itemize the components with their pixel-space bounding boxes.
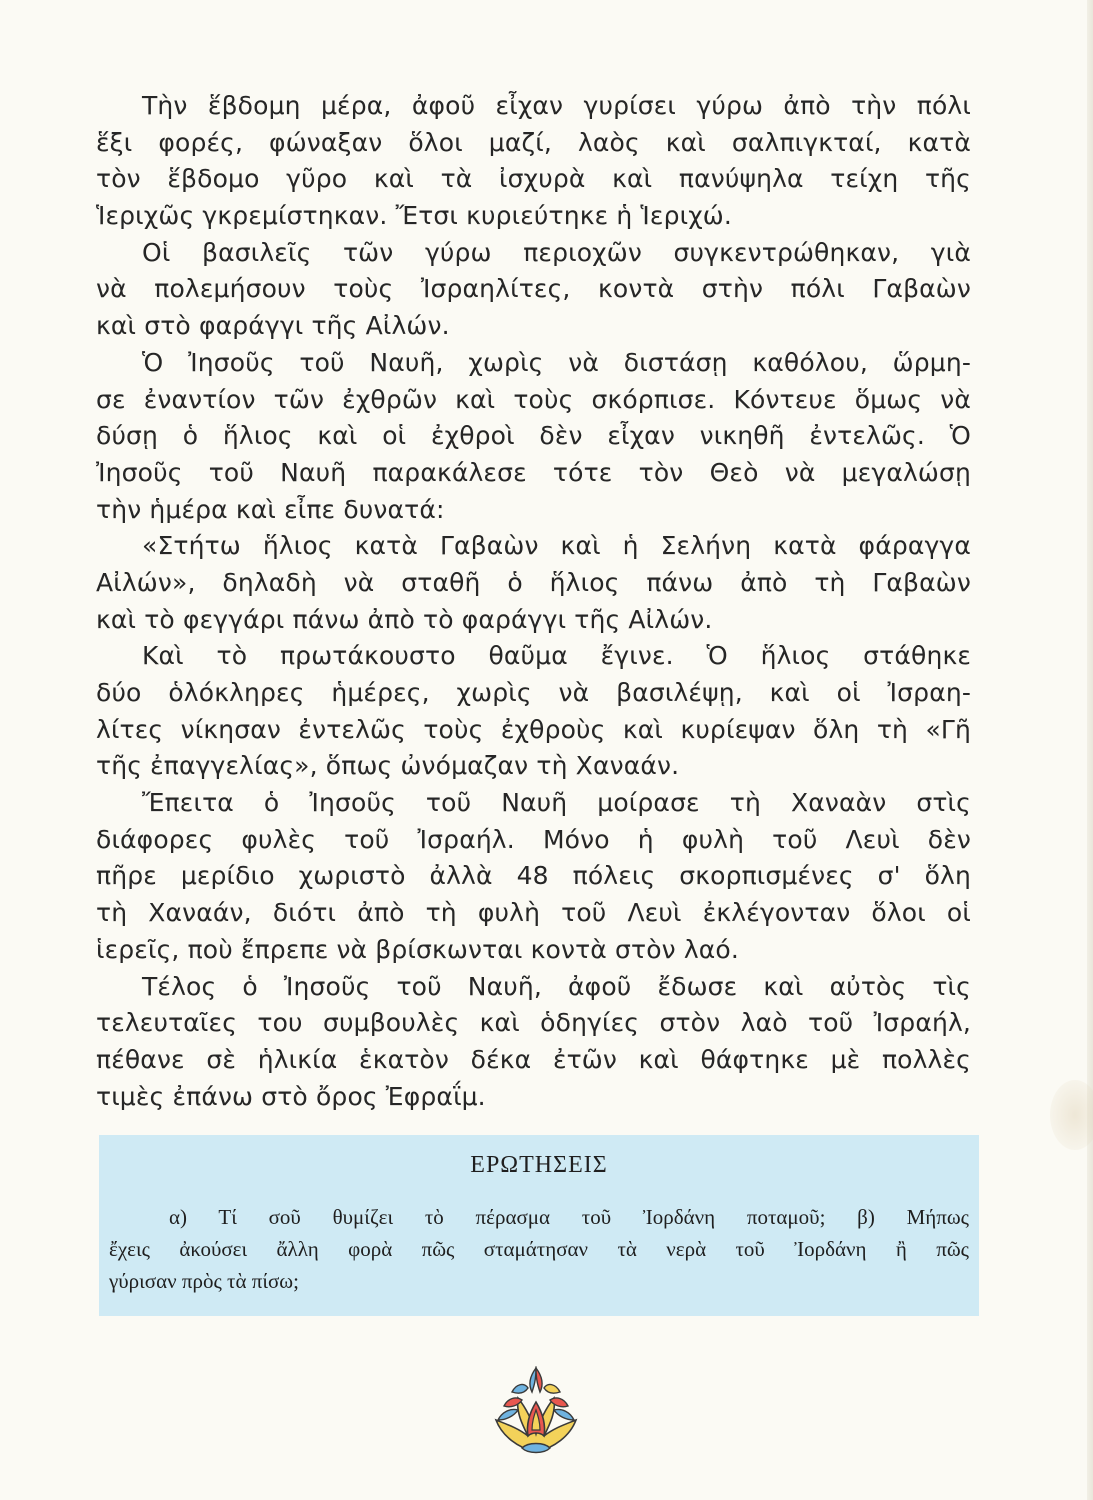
text-line: Τέλος ὁ Ἰησοῦς τοῦ Ναυῆ, ἀφοῦ ἔδωσε καὶ αὐτὸς τὶς [142,971,971,1001]
text-line: τὴ Χαναάν, διότι ἀπὸ τὴ φυλὴ τοῦ Λευὶ ἐκλέγονταν ὅλοι οἱ [96,898,971,928]
text-line: Οἱ βασιλεῖς τῶν γύρω περιοχῶν συγκεντρώθηκαν, γιὰ [142,237,971,267]
text-line: δύσῃ ὁ ἥλιος καὶ οἱ ἐχθροὶ δὲν εἶχαν νικηθῆ ἐντελῶς. Ὁ [96,421,971,451]
text-line: Ἔπειτα ὁ Ἰησοῦς τοῦ Ναυῆ μοίρασε τὴ Χαναὰν στὶς [142,788,971,818]
text-line: πέθανε σὲ ἡλικία ἑκατὸν δέκα ἐτῶν καὶ θάφτηκε μὲ πολλὲς [96,1044,971,1074]
text-line: σε ἐναντίον τῶν ἐχθρῶν καὶ τοὺς σκόρπισε. Κόντευε ὅμως νὰ [96,384,971,414]
main-text [96,88,971,1115]
text-line: δύο ὁλόκληρες ἡμέρες, χωρὶς νὰ βασιλέψῃ, καὶ οἱ Ἰσραη- [96,678,971,707]
questions-box [99,1135,979,1316]
text-line: πῆρε μερίδιο χωριστὸ ἀλλὰ 48 πόλεις σκορπισμένες σ' ὅλη [96,861,971,891]
question-line: γύρισαν πρὸς τὰ πίσω; [109,1269,299,1293]
text-line: ἕξι φορές, φώναξαν ὅλοι μαζί, λαὸς καὶ σαλπιγκταί, κατὰ [96,127,971,157]
text-line: τὸν ἕβδομο γῦρο καὶ τὰ ἰσχυρὰ καὶ πανύψηλα τείχη τῆς [96,164,971,194]
text-line: Καὶ τὸ πρωτάκουστο θαῦμα ἔγινε. Ὁ ἥλιος στάθηκε [142,641,971,671]
text-line: Ἰησοῦς τοῦ Ναυῆ παρακάλεσε τότε τὸν Θεὸ νὰ μεγαλώσῃ [96,457,971,487]
text-line: Ὁ Ἰησοῦς τοῦ Ναυῆ, χωρὶς νὰ διστάσῃ καθόλου, ὥρμη- [142,347,971,377]
text-line: «Στήτω ἥλιος κατὰ Γαβαὼν καὶ ἡ Σελήνη κατὰ φάραγγα [142,531,971,561]
text-line: ἱερεῖς, ποὺ ἔπρεπε νὰ βρίσκωνται κοντὰ στὸν λαό. [96,934,739,964]
paper-stain [1050,1080,1093,1150]
question-line: α) Τί σοῦ θυμίζει τὸ πέρασμα τοῦ Ἰορδάνη ποταμοῦ; β) Μήπως [169,1205,969,1229]
text-line: Αἰλών», δηλαδὴ νὰ σταθῆ ὁ ἥλιος πάνω ἀπὸ τὴ Γαβαὼν [96,567,971,597]
text-line: διάφορες φυλὲς τοῦ Ἰσραήλ. Μόνο ἡ φυλὴ τοῦ Λευὶ δὲν [96,824,971,854]
text-line: τὴν ἡμέρα καὶ εἶπε δυνατά: [96,494,445,524]
text-line: Τὴν ἕβδομη μέρα, ἀφοῦ εἶχαν γυρίσει γύρω ἀπὸ τὴν πόλι [142,91,971,120]
question-line: ἔχεις ἀκούσει ἄλλη φορὰ πῶς σταμάτησαν τὰ νερὰ τοῦ Ἰορδάνη ἢ πῶς [109,1237,969,1261]
text-line: τελευταῖες του συμβουλὲς καὶ ὁδηγίες στὸν λαὸ τοῦ Ἰσραήλ, [96,1008,971,1038]
text-line: καὶ τὸ φεγγάρι πάνω ἀπὸ τὸ φαράγγι τῆς Αἰλών. [96,604,713,634]
text-line: νὰ πολεμήσουν τοὺς Ἰσραηλίτες, κοντὰ στὴν πόλι Γαβαὼν [96,274,971,304]
floral-ornament-icon [488,1362,584,1458]
questions-text [109,1201,969,1297]
page-edge [1087,0,1093,1500]
text-line: τιμὲς ἐπάνω στὸ ὄρος Ἐφραΐμ. [96,1081,486,1111]
text-line: τῆς ἐπαγγελίας», ὅπως ὠνόμαζαν τὴ Χαναάν. [96,751,680,781]
text-line: Ἱεριχῶς γκρεμίστηκαν. Ἔτσι κυριεύτηκε ἡ Ἱεριχώ. [96,201,732,231]
questions-title: ΕΡΩΤΗΣΕΙΣ [470,1152,608,1178]
text-line: καὶ στὸ φαράγγι τῆς Αἰλών. [96,311,450,341]
text-line: λίτες νίκησαν ἐντελῶς τοὺς ἐχθροὺς καὶ κυρίεψαν ὅλη τὴ «Γῆ [96,714,971,744]
